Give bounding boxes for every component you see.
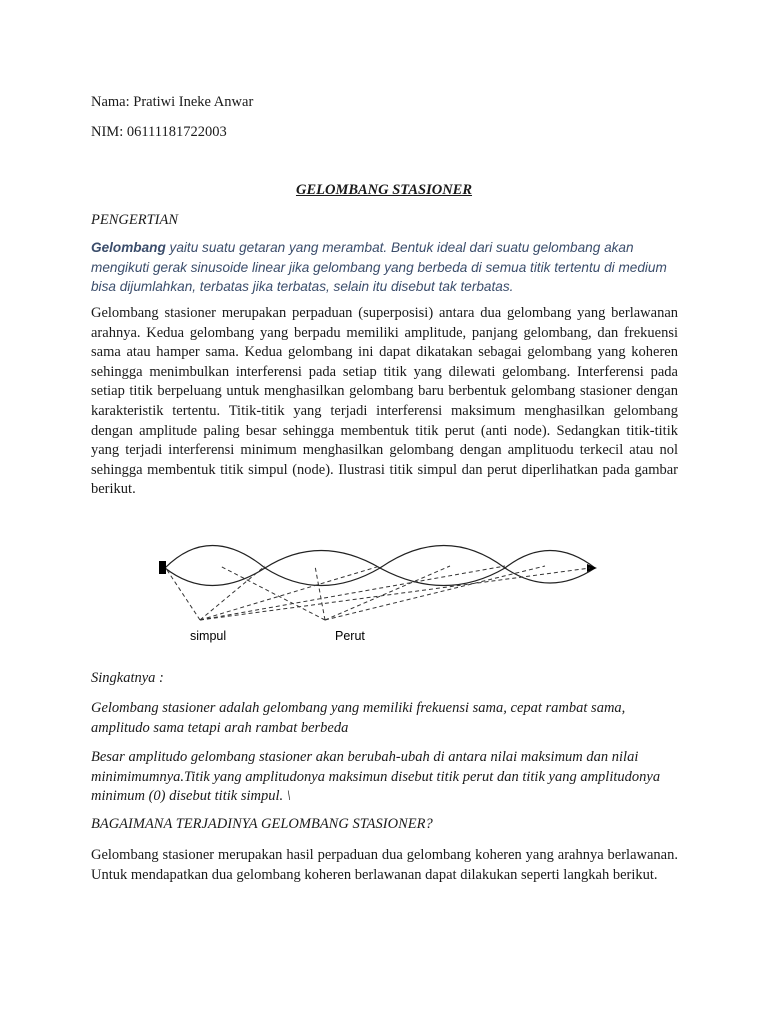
main-paragraph: Gelombang stasioner merupakan perpaduan (superposisi) antara dua gelombang yang berlawanan arahnya. Kedua gelombang yang berpadu memiliki amplitude, panjang gelombang, dan frekuensi sama atau hamper sama. Kedua gelombang ini dapat dikatakan sebagai gelombang yang koheren sehingga menimbulkan interferensi pada setiap titik yang dilewati gelombang. Interferensi pada setiap titik berpeluang untuk menghasilkan gelombang baru berbentuk gelombang stasioner dengan karakteristik tertentu. Titik-titik yang terjadi interferensi maksimum menghasilkan gelombang dengan amplitude paling besar sehingga membentuk titik perut (anti node). Sedangkan titik-titik yang terjadi interferensi minimum menghasilkan gelombang dengan amplituodu terkecil atau nol sehingga membentuk titik simpul (node). Ilustrasi titik simpul dan perut diperlihatkan pada gambar berikut. <box>91 305 678 498</box>
pointer-simpul-1 <box>167 570 200 620</box>
label-perut: Perut <box>335 629 365 643</box>
heading-singkatnya: Singkatnya : <box>91 670 164 686</box>
definition-quote <box>91 238 681 297</box>
heading-bagaimana: BAGAIMANA TERJADINYA GELOMBANG STASIONER? <box>91 816 433 832</box>
student-nim: NIM: 06111181722003 <box>91 124 227 140</box>
definition-text: yaitu suatu getaran yang merambat. Bentuk ideal dari suatu gelombang akan mengikuti gerak sinusoide linear jika gelombang yang berbeda di semua titik tertentu di medium bisa dijumlahkan, terbatas jika terbatas, selain itu disebut tak terbatas. <box>91 240 667 294</box>
heading-pengertian: PENGERTIAN <box>91 212 178 228</box>
wave-envelope-upper <box>165 546 595 569</box>
standing-wave-figure <box>150 528 610 653</box>
definition-term: Gelombang <box>91 240 166 255</box>
label-simpul: simpul <box>190 629 227 643</box>
pointer-perut-4 <box>325 566 545 620</box>
summary-paragraph-1: Gelombang stasioner adalah gelombang yang memiliki frekuensi sama, cepat rambat sama, amplitudo sama tetapi arah rambat berbeda <box>91 700 626 736</box>
last-paragraph: Gelombang stasioner merupakan hasil perpaduan dua gelombang koheren yang arahnya berlawanan. Untuk mendapatkan dua gelombang koheren berlawanan dapat dilakukan seperti langkah berikut. <box>91 847 678 883</box>
summary-paragraph-2: Besar amplitudo gelombang stasioner akan berubah-ubah di antara nilai maksimum dan nilai minimimumnya.Titik yang amplitudonya maksimun disebut titik perut dan titik yang amplitudonya minimum (0) disebut titik simpul. \ <box>91 749 661 805</box>
pointer-simpul-4 <box>200 566 505 620</box>
pointer-perut-3 <box>325 566 450 620</box>
pointer-perut-2 <box>315 566 325 620</box>
pointer-simpul-2 <box>200 566 265 620</box>
pointer-perut-1 <box>220 566 325 620</box>
wave-source <box>159 561 166 574</box>
wave-curves <box>165 546 595 586</box>
pointer-lines <box>167 566 590 620</box>
document-title: GELOMBANG STASIONER <box>295 182 473 198</box>
student-name: Nama: Pratiwi Ineke Anwar <box>91 94 254 110</box>
